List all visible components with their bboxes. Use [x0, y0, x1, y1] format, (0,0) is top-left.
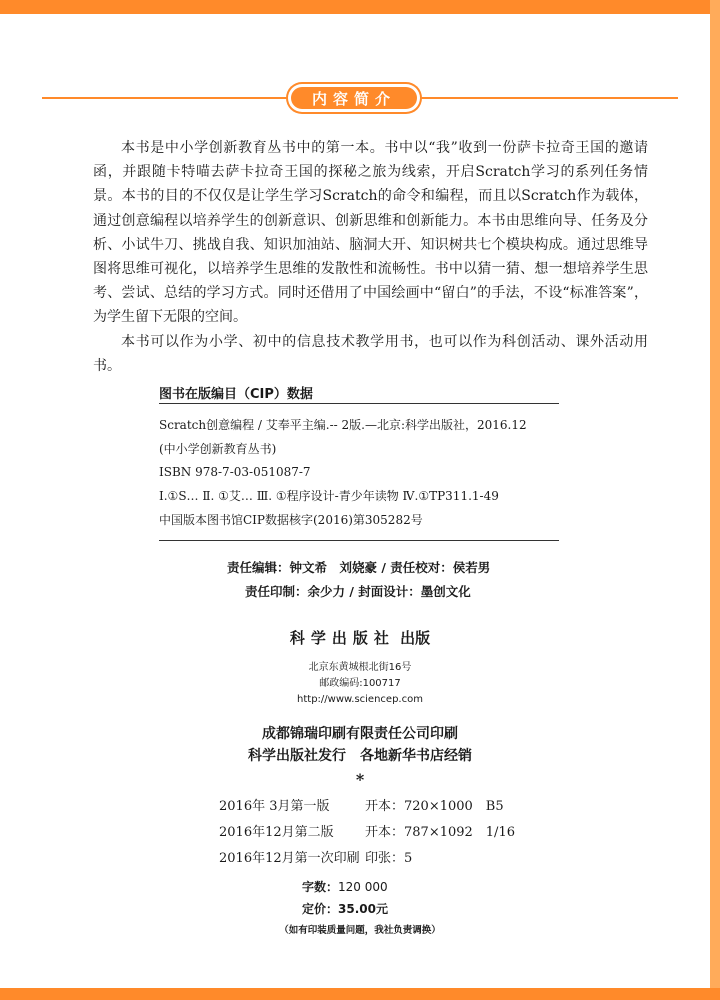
price-label: 定价： — [302, 902, 339, 916]
edition-date: 2016年12月第一次印刷 — [219, 851, 360, 866]
intro-paragraph: 本书可以作为小学、初中的信息技术教学用书，也可以作为科创活动、课外活动用书。 — [93, 333, 648, 374]
intro-paragraph: 本书是中小学创新教育丛书中的第一本。书中以“我”收到一份萨卡拉奇王国的邀请函，并跟随卡特喵去萨卡拉奇王国的探秘之旅为线索，开启Scratch学习的系列任务情景。本书的目的不仅仅是让学生学习Scratch的命令和编程，而且以Scratch作为载体，通过创意编程以培养学生的创新意识、创新思维和创新能力。本书由思维向导、任务及分析、小试牛刀、挑战自我、知识加油站、脑洞大开、知识树共七个模块构成。通过思维导图将思维可视化，以培养学生思维的发散性和流畅性。书中以猜一猜、想一想培养学生思考、尝试、总结的学习方式。同时还借用了中国绘画中“留白”的手法，不设“标准答案”，为学生留下无限的空间。 — [93, 140, 648, 326]
edition-row — [219, 820, 559, 846]
publisher-name: 科学出版社 — [289, 629, 395, 647]
distribution: 科学出版社发行 各地新华书店经销 — [248, 748, 472, 764]
edition-date: 2016年 3月第一版 — [219, 799, 330, 814]
right-color-band — [710, 0, 720, 1000]
printing-info — [0, 723, 720, 767]
cip-block — [159, 414, 579, 533]
cip-line: Scratch创意编程 / 艾奉平主编.-- 2版.—北京:科学出版社，2016.12 — [159, 418, 527, 432]
cip-rule-bottom — [159, 540, 559, 541]
staff-credits — [227, 556, 547, 604]
address-street: 北京东黄城根北街16号 — [308, 662, 412, 673]
cip-rule-top — [159, 403, 559, 404]
publisher-address — [0, 660, 720, 708]
section-title-banner — [288, 84, 420, 112]
intro-text — [93, 136, 648, 378]
word-count-price — [302, 876, 388, 920]
price — [302, 898, 388, 920]
edition-date: 2016年12月第二版 — [219, 825, 334, 840]
bottom-color-band — [0, 988, 720, 1000]
word-count — [302, 876, 388, 898]
cip-line: 中国版本图书馆CIP数据核字(2016)第305282号 — [159, 512, 423, 527]
publisher — [0, 627, 720, 648]
publisher-suffix: 出版 — [400, 629, 431, 647]
edition-format: 印张：5 — [365, 851, 413, 866]
address-postcode: 邮政编码:100717 — [319, 678, 401, 689]
cip-title: 图书在版编目（CIP）数据 — [159, 387, 313, 402]
edition-row — [219, 846, 559, 872]
price-value: 35.00元 — [338, 902, 388, 916]
edition-format: 开本：787×1092 1/16 — [365, 825, 515, 840]
word-count-value: 120 000 — [338, 880, 388, 894]
top-color-band — [0, 0, 720, 14]
edition-row — [219, 794, 559, 820]
cip-line: ISBN 978-7-03-051087-7 — [159, 465, 311, 480]
section-title: 内容简介 — [311, 89, 396, 108]
edition-table — [219, 794, 559, 872]
staff-line: 责任编辑：钟文希 刘娆豪 / 责任校对：侯若男 — [227, 560, 491, 575]
word-count-label: 字数： — [302, 880, 339, 894]
cip-line: Ⅰ.①S… Ⅱ. ①艾… Ⅲ. ①程序设计-青少年读物 Ⅳ.①TP311.1-49 — [159, 489, 499, 504]
cip-line: (中小学创新教育丛书) — [159, 441, 277, 456]
edition-format: 开本：720×1000 B5 — [365, 799, 504, 814]
separator-star: * — [355, 770, 365, 789]
staff-line: 责任印制：余少力 / 封面设计：墨创文化 — [245, 584, 471, 599]
address-url: http://www.sciencep.com — [297, 694, 423, 705]
printer: 成都锦瑞印刷有限责任公司印刷 — [262, 726, 458, 742]
quality-note: （如有印装质量问题，我社负责调换） — [279, 925, 441, 936]
